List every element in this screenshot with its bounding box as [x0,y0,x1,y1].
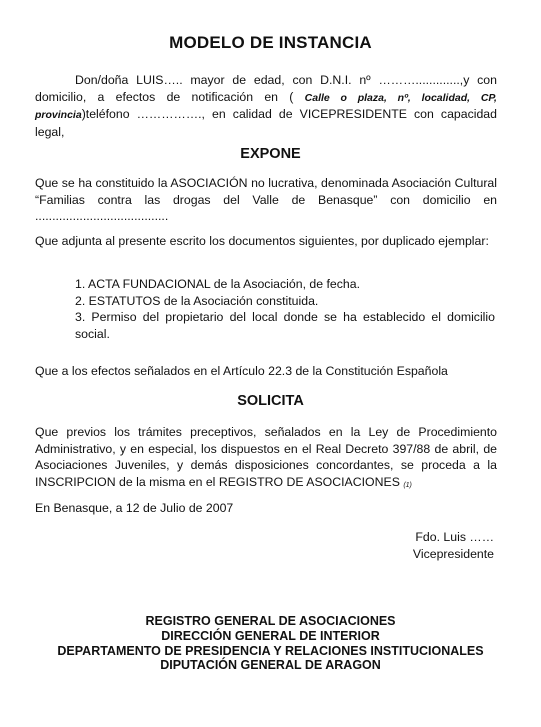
signature-block [413,529,494,562]
address-hint: Calle o plaza, nº, localidad, CP, provincia [35,91,497,121]
intro-text-end: )teléfono ……………., en calidad de VICEPRESIDENTE con capacidad legal, [35,107,497,139]
solicita-text: Que previos los trámites preceptivos, señalados en la Ley de Procedimiento Administrativo, y en especial, los dispuestos en el Real Decreto 397/88 de abril, de Asociaciones Juveniles, y demás disposiciones concordantes, se proceda a la INSCRIPCION de la misma en el REGISTRO DE ASOCIACIONES [35,425,497,489]
signature-name: Fdo. Luis …… [415,530,494,544]
footnote-mark: (1) [403,481,412,489]
place-date: En Benasque, a 12 de Julio de 2007 [35,501,234,515]
recipient-block [0,614,541,673]
solicita-paragraph [35,424,497,494]
recipient-line: DEPARTAMENTO DE PRESIDENCIA Y RELACIONES INSTITUCIONALES [57,643,484,658]
intro-paragraph [35,72,497,140]
list-item: 1. ACTA FUNDACIONAL de la Asociación, de fecha. [75,277,361,291]
recipient-line: DIPUTACIÓN GENERAL DE ARAGON [160,658,381,673]
list-item: 3. Permiso del propietario del local donde se ha establecido el domicilio social. [75,310,495,341]
list-item: 2. ESTATUTOS de la Asociación constituida. [75,293,319,308]
intro-text-start: Don/doña LUIS….. mayor de edad, con D.N.I. nº ……….............,y con domicilio, a efectos de notificación en ( [35,73,497,104]
expone-heading: EXPONE [240,146,301,162]
expone-paragraph-1: Que se ha constituido la ASOCIACIÓN no lucrativa, denominada Asociación Cultural “Familias contra las drogas del Valle de Benasque” con domicilio en ....................................... [35,176,497,223]
document-title: MODELO DE INSTANCIA [169,33,372,52]
expone-paragraph-2: Que adjunta al presente escrito los documentos siguientes, por duplicado ejemplar: [35,234,489,248]
signature-role: Vicepresidente [412,546,494,561]
recipient-line: REGISTRO GENERAL DE ASOCIACIONES [145,614,396,628]
solicita-heading: SOLICITA [237,393,304,409]
expone-paragraph-3: Que a los efectos señalados en el Artículo 22.3 de la Constitución Española [35,364,448,378]
documents-list [75,276,495,342]
recipient-line: DIRECCIÓN GENERAL DE INTERIOR [161,628,380,643]
